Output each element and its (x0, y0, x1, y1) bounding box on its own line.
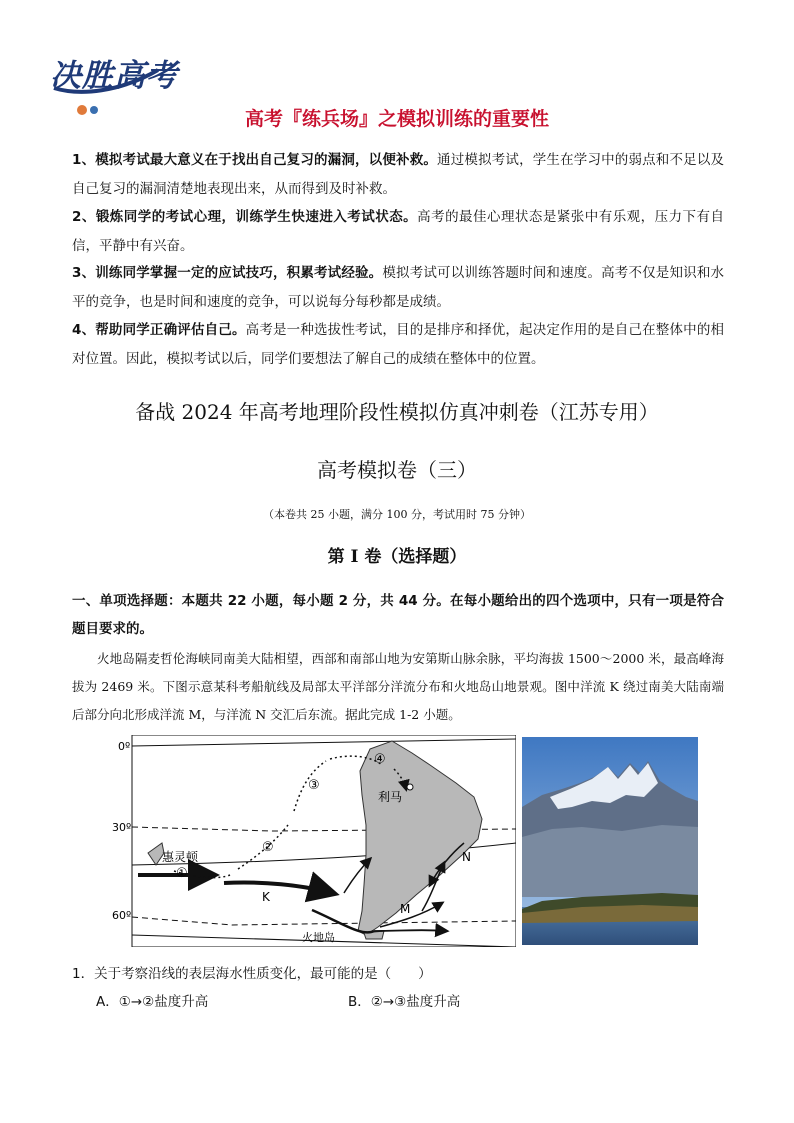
tierra-label: 火地岛 (302, 931, 335, 944)
point-4-marker: ④ (374, 752, 386, 767)
material-text: 火地岛隔麦哲伦海峡同南美大陆相望，西部和南部山地为安第斯山脉余脉，平均海拔 1500～2000 米，最高峰海拔为 2469 米。下图示意某科考船航线及局部太平洋部分洋流分布和火地岛山地景观。图中洋流 K 绕过南美大陆南端后部分向北形成洋流 M，与洋流 N 交汇后东流。据此完成 1-2 小题。 (72, 651, 724, 722)
point-2-text: 高考的最佳心理状态是紧张中有乐观，压力下有自信，平静中有兴奋。 (72, 209, 724, 254)
point-3-text: 模拟考试可以训练答题时间和速度。高考不仅是知识和水平的竞争，也是时间和速度的竞争，可以说每分每秒都是成绩。 (72, 265, 724, 310)
point-2-marker: ② (262, 840, 274, 855)
point-1-text: 通过模拟考试，学生在学习中的弱点和不足以及自己复习的漏洞清楚地表现出来，从而得到及时补救。 (72, 152, 724, 197)
current-m-label: M (400, 902, 411, 916)
point-2 (72, 203, 724, 260)
south-america-landmass (358, 741, 482, 935)
point-3-marker: ③ (308, 778, 320, 793)
banner-title: 高考『练兵场』之模拟训练的重要性 (244, 108, 549, 130)
logo-text: 决胜高考 (50, 58, 178, 94)
question-header: 一、单项选择题：本题共 22 小题，每小题 2 分，共 44 分。在每小题给出的四个选项中，只有一项是符合题目要求的。 (72, 593, 724, 637)
point-1-bold: 1、模拟考试最大意义在于找出自己复习的漏洞，以便补救。 (72, 152, 438, 168)
point-1 (72, 146, 724, 203)
point-3 (72, 259, 724, 316)
ocean-current-map (112, 735, 516, 947)
point-2-bold: 2、锻炼同学的考试心理，训练学生快速进入考试状态。 (72, 209, 418, 225)
mountain-landscape-photo (522, 737, 698, 945)
exam-subtitle: 高考模拟卷（三） (317, 458, 477, 482)
point-3-bold: 3、训练同学掌握一定的应试技巧，积累考试经验。 (72, 265, 383, 281)
wellington-label: 惠灵顿 (162, 850, 199, 864)
point-4-text: 高考是一种选拔性考试，目的是排序和择优，起决定作用的是自己在整体中的相对位置。因此，模拟考试以后，同学们要想法了解自己的成绩在整体中的位置。 (72, 322, 724, 367)
point-1-marker: ① (176, 866, 188, 881)
current-k-label: K (262, 890, 270, 904)
section-title: 第 I 卷（选择题） (327, 547, 467, 567)
lima-label: 利马 (378, 790, 403, 804)
exam-title: 备战 2024 年高考地理阶段性模拟仿真冲刺卷（江苏专用） (135, 400, 659, 424)
point-4-bold: 4、帮助同学正确评估自己。 (72, 322, 246, 338)
equator-line (132, 739, 516, 746)
question-1-option-a[interactable]: A．①→②盐度升高 (96, 994, 209, 1010)
current-n-label: N (462, 850, 471, 864)
lat-60-label: 60º (112, 909, 132, 922)
dashed-line-south (132, 917, 516, 925)
question-1-option-b[interactable]: B．②→③盐度升高 (348, 994, 461, 1010)
lima-marker (407, 784, 413, 790)
lat-0-label: 0º (118, 740, 131, 753)
current-k-arrow (224, 882, 332, 893)
exam-note: （本卷共 25 小题，满分 100 分，考试用时 75 分钟） (263, 508, 531, 521)
lat-30-label: 30º (112, 821, 132, 834)
question-1-stem: 1．关于考察沿线的表层海水性质变化，最可能的是（ ） (72, 966, 432, 982)
point-4 (72, 316, 724, 373)
